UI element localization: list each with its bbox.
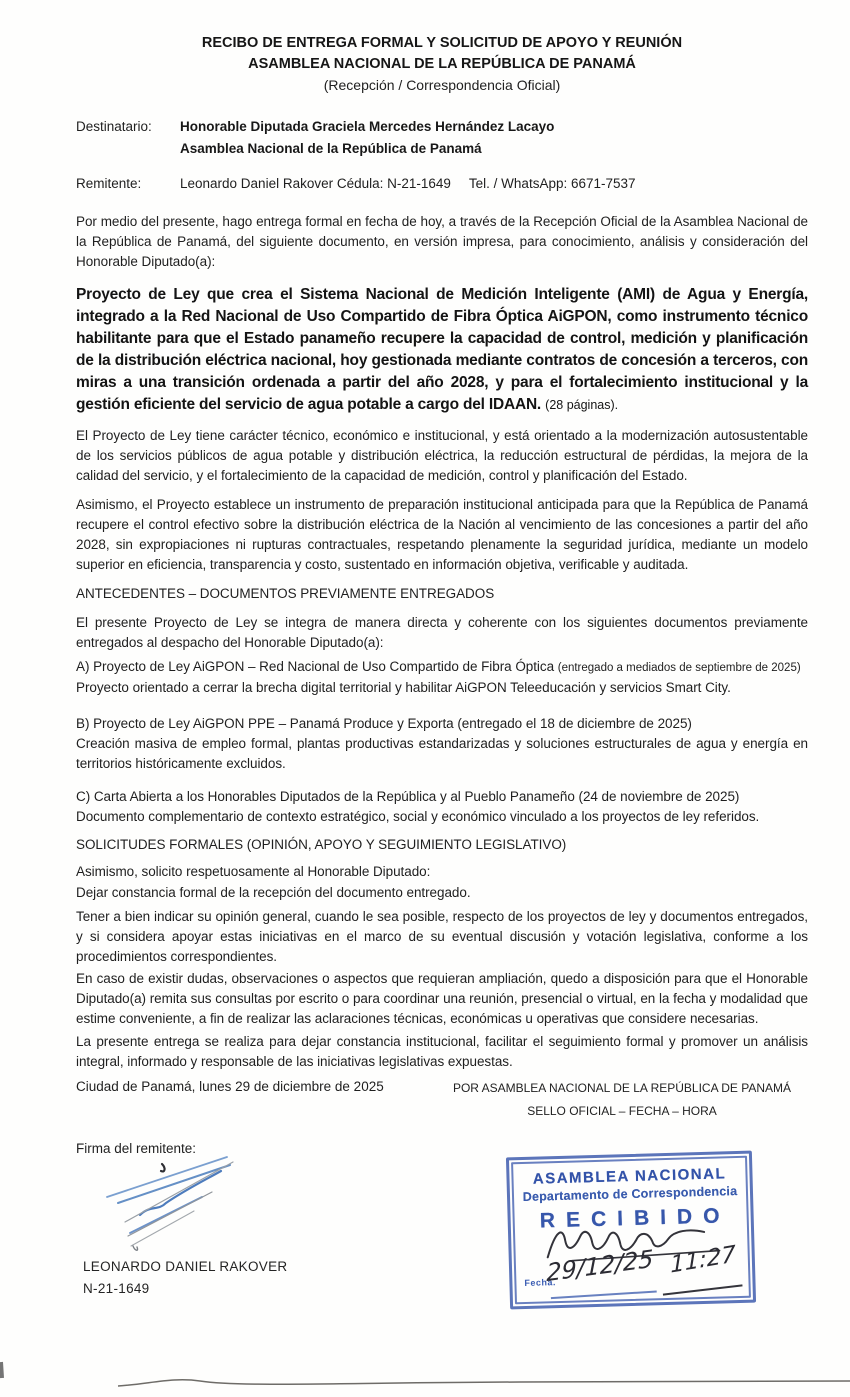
seal-placeholder-note bbox=[436, 1077, 808, 1123]
signer-block bbox=[83, 1256, 287, 1300]
paragraph-closing: La presente entrega se realiza para dejar constancia institucional, facilitar el seguimiento formal y promover un análisis integral, informado y responsable de las iniciativas legislativas expuestas. bbox=[76, 1034, 808, 1069]
item-c-title: C) Carta Abierta a los Honorables Diputados de la República y al Pueblo Panameño (24 de noviembre de 2025) bbox=[76, 789, 740, 804]
pages-note: (28 páginas). bbox=[545, 398, 619, 412]
title-line-3: (Recepción / Correspondencia Oficial) bbox=[323, 77, 561, 93]
stamp-institution: ASAMBLEA NACIONAL bbox=[532, 1165, 727, 1188]
recipient-label: Destinatario: bbox=[76, 119, 152, 134]
recipient-name: Honorable Diputada Graciela Mercedes Hernández Lacayo bbox=[180, 119, 555, 134]
project-title-paragraph bbox=[76, 284, 808, 416]
signer-id: N-21-1649 bbox=[83, 1281, 150, 1296]
stamp-handwritten-time: 11:27 bbox=[669, 1241, 737, 1279]
sender-name-id: Leonardo Daniel Rakover Cédula: N-21-1649 bbox=[180, 176, 451, 191]
document-item-c bbox=[76, 787, 808, 827]
project-title-text: Proyecto de Ley que crea el Sistema Nacional de Medición Inteligente (AMI) de Agua y Energía, integrado a la Red Nacional de Uso Compartido de Fibra Óptica AiGPON, como instrumento técnico habilitante para que el Estado panameño recupere la capacidad de control, medición y planificación de la distribución eléctrica nacional, hoy gestionada mediante contratos de concesión a terceros, con miras a una transición ordenada a partir del año 2028, y para el fortalecimiento institucional y la gestión eficiente del servicio de agua potable a cargo del IDAAN. bbox=[76, 286, 808, 413]
paragraph-character: El Proyecto de Ley tiene carácter técnico, económico e institucional, y está orientado a la modernización autosustentable de los servicios públicos de agua potable y distribución eléctrica, la reducción estructural de pérdidas, la mejora de la calidad del servicio, y el fortalecimiento de la capacidad de medición, control y planificación del Estado. bbox=[76, 428, 808, 483]
stamp-time-underline bbox=[663, 1284, 743, 1295]
stamp-recibido-text: RECIBIDO bbox=[539, 1204, 731, 1233]
seal-note-line-2: SELLO OFICIAL – FECHA – HORA bbox=[527, 1104, 717, 1118]
date-and-seal-row bbox=[76, 1077, 808, 1123]
paragraph-request-2: Tener a bien indicar su opinión general, cuando le sea posible, respecto de los proyectos de ley y documentos entregados, y si considera apoyar estas iniciativas en el marco de su eventual discusión y votación legislativa, conforme a los procedimientos correspondientes. bbox=[76, 909, 808, 964]
section-antecedentes: ANTECEDENTES – DOCUMENTOS PREVIAMENTE ENTREGADOS bbox=[76, 586, 495, 601]
city-date-line: Ciudad de Panamá, lunes 29 de diciembre de 2025 bbox=[76, 1079, 384, 1094]
recipient-value bbox=[180, 116, 554, 160]
sender-label: Remitente: bbox=[76, 176, 142, 191]
stamp-department: Departamento de Correspondencia bbox=[522, 1184, 738, 1205]
scan-edge-artifact bbox=[0, 1350, 850, 1397]
document-item-a bbox=[76, 657, 808, 698]
paragraph-request-1: Dejar constancia formal de la recepción del documento entregado. bbox=[76, 885, 471, 900]
sender-row bbox=[76, 173, 808, 195]
recipient-institution: Asamblea Nacional de la República de Panamá bbox=[180, 141, 482, 156]
paragraph-instrument: Asimismo, el Proyecto establece un instrumento de preparación institucional anticipada para que la República de Panamá recupere el control efectivo sobre la distribución eléctrica de la Nación al vencimiento de las concesiones a partir del año 2028, sin expropiaciones ni rupturas contractuales, respetando plenamente la seguridad jurídica, mediante un modelo superior en eficiencia, transparencia y costo, sustentado en información objetiva, verificable y auditada. bbox=[76, 497, 808, 572]
title-line-1: RECIBO DE ENTREGA FORMAL Y SOLICITUD DE APOYO Y REUNIÓN bbox=[201, 35, 683, 51]
paragraph-request-3: En caso de existir dudas, observaciones o aspectos que requieran ampliación, quedo a disposición para que el Honorable Diputado(a) remita sus consultas por escrito o para coordinar una reunión, presencial o virtual, en la fecha y modalidad que estime conveniente, a fin de realizar las aclaraciones técnicas, económicas u operativas que considere necesarias. bbox=[76, 971, 808, 1026]
item-c-description: Documento complementario de contexto estratégico, social y económico vinculado a los proyectos de ley referidos. bbox=[76, 809, 760, 824]
item-b-title: B) Proyecto de Ley AiGPON PPE – Panamá Produce y Exporta (entregado el 18 de diciembre de 2025) bbox=[76, 716, 692, 731]
paragraph-intro: Por medio del presente, hago entrega formal en fecha de hoy, a través de la Recepción Oficial de la Asamblea Nacional de la República de Panamá, del siguiente documento, en versión impresa, para conocimiento, análisis y consideración del Honorable Diputado(a): bbox=[76, 214, 808, 269]
document-item-b bbox=[76, 714, 808, 774]
title-line-2: ASAMBLEA NACIONAL DE LA REPÚBLICA DE PANAMÁ bbox=[248, 56, 636, 72]
item-a-note: (entregado a mediados de septiembre de 2025) bbox=[557, 662, 801, 674]
item-b-description: Creación masiva de empleo formal, plantas productivas estandarizadas y soluciones estructurales de agua y energía en territorios históricamente excluidos. bbox=[76, 736, 808, 771]
paragraph-antecedentes-intro: El presente Proyecto de Ley se integra de manera directa y coherente con los siguientes documentos previamente entregados al despacho del Honorable Diputado(a): bbox=[76, 615, 808, 650]
signature-label: Firma del remitente: bbox=[76, 1141, 197, 1156]
paragraph-request-intro: Asimismo, solicito respetuosamente al Honorable Diputado: bbox=[76, 864, 431, 879]
recibido-stamp bbox=[506, 1151, 756, 1310]
stamp-handwritten-date: 29/12/25 bbox=[546, 1244, 654, 1288]
stamp-date-underline bbox=[551, 1290, 657, 1299]
item-a-title: A) Proyecto de Ley AiGPON – Red Nacional de Uso Compartido de Fibra Óptica bbox=[76, 659, 555, 674]
seal-note-line-1: POR ASAMBLEA NACIONAL DE LA REPÚBLICA DE PANAMÁ bbox=[452, 1081, 792, 1095]
letter-title-block bbox=[76, 33, 808, 96]
signer-name: LEONARDO DANIEL RAKOVER bbox=[83, 1259, 288, 1274]
item-a-title-line bbox=[76, 657, 808, 678]
sender-contact: Tel. / WhatsApp: 6671-7537 bbox=[468, 176, 636, 191]
item-a-description: Proyecto orientado a cerrar la brecha digital territorial y habilitar AiGPON Teleeducación y servicios Smart City. bbox=[76, 680, 731, 695]
stamp-fecha-label: Fecha. bbox=[524, 1277, 557, 1288]
sender-value bbox=[180, 173, 636, 195]
recipient-row bbox=[76, 116, 808, 160]
sender-signature-scribble bbox=[90, 1145, 260, 1265]
section-solicitudes: SOLICITUDES FORMALES (OPINIÓN, APOYO Y SEGUIMIENTO LEGISLATIVO) bbox=[76, 837, 567, 852]
